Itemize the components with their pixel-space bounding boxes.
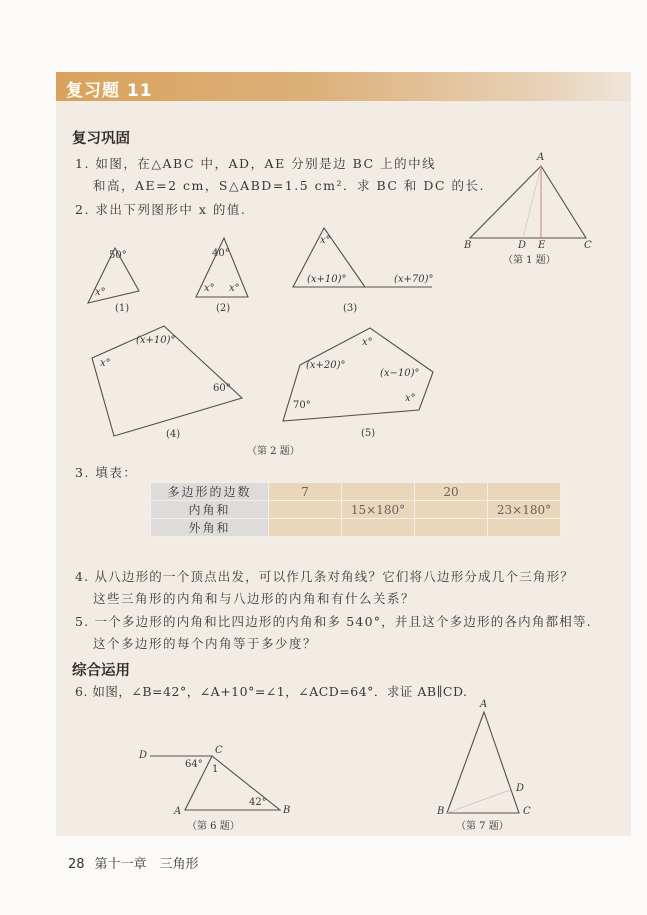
p1-angle-b: x° bbox=[95, 287, 106, 298]
table-cell[interactable] bbox=[342, 483, 415, 501]
fig7-triangle bbox=[447, 712, 519, 813]
p2-angle-a: 40° bbox=[212, 248, 230, 259]
q1-line2: 和高，AE=2 cm，S△ABD=1.5 cm²．求 BC 和 DC 的长. bbox=[93, 178, 485, 193]
row-header: 外角和 bbox=[151, 519, 269, 537]
fig7-label-c: C bbox=[523, 806, 531, 817]
p4-angle-c: 60° bbox=[213, 383, 231, 394]
p1-angle-a: 50° bbox=[109, 250, 127, 261]
p2-caption: (2) bbox=[216, 303, 231, 314]
fig1-label-a: A bbox=[537, 152, 545, 163]
fig6-label-a: A bbox=[174, 806, 182, 817]
p2-angle-c: x° bbox=[229, 283, 240, 294]
fig6-label-c: C bbox=[215, 745, 223, 756]
fig1-triangle bbox=[470, 166, 586, 238]
fig1-label-c: C bbox=[584, 240, 592, 251]
page-title: 复习题 11 bbox=[66, 81, 153, 101]
fill-table bbox=[150, 482, 561, 537]
q1-line1: 1. 如图，在△ABC 中，AD，AE 分别是边 BC 上的中线 bbox=[75, 156, 437, 171]
table-row bbox=[151, 483, 561, 501]
row-header: 多边形的边数 bbox=[151, 483, 269, 501]
fig1-median bbox=[523, 166, 541, 238]
q2-text: 2. 求出下列图形中 x 的值. bbox=[75, 202, 247, 217]
p5-angle-a: x° bbox=[362, 337, 373, 348]
fig6-label-b: B bbox=[283, 805, 291, 816]
q5-line2: 这个多边形的每个内角等于多少度？ bbox=[93, 636, 318, 651]
p4-angle-b: (x+10)° bbox=[136, 335, 176, 346]
table-cell[interactable] bbox=[488, 483, 561, 501]
table-cell[interactable]: 15×180° bbox=[342, 501, 415, 519]
fig7-label-d: D bbox=[516, 783, 525, 794]
p3-angle-b: (x+10)° bbox=[307, 274, 347, 285]
table-row bbox=[151, 501, 561, 519]
fig1-label-e: E bbox=[538, 240, 546, 251]
table-row bbox=[151, 519, 561, 537]
fig2-caption: （第 2 题） bbox=[247, 446, 300, 457]
fig7-caption: （第 7 题） bbox=[456, 821, 509, 832]
page-footer bbox=[68, 853, 199, 872]
p3-caption: (3) bbox=[343, 303, 358, 314]
fig7-label-a: A bbox=[480, 699, 488, 710]
p4-angle-a: x° bbox=[100, 358, 111, 369]
section-apply: 综合运用 bbox=[72, 663, 130, 679]
p3-angle-c: (x+70)° bbox=[394, 274, 434, 285]
fig6-angle-b: 42° bbox=[249, 797, 267, 808]
p5-caption: (5) bbox=[361, 428, 376, 439]
table-cell[interactable] bbox=[415, 501, 488, 519]
q4-line1: 4. 从八边形的一个顶点出发，可以作几条对角线？它们将八边形分成几个三角形？ bbox=[75, 569, 575, 584]
q3-text: 3. 填表： bbox=[75, 465, 138, 480]
fig7-bd bbox=[447, 790, 510, 813]
fig1-label-b: B bbox=[464, 240, 472, 251]
q5-line1: 5. 一个多边形的内角和比四边形的内角和多 540°，并且这个多边形的各内角都相等. bbox=[75, 614, 592, 629]
p4-caption: (4) bbox=[166, 429, 181, 440]
table-cell[interactable]: 20 bbox=[415, 483, 488, 501]
table-cell[interactable] bbox=[342, 519, 415, 537]
table-cell[interactable] bbox=[488, 519, 561, 537]
q6-text: 6. 如图，∠B=42°，∠A+10°=∠1，∠ACD=64°．求证 AB∥CD. bbox=[75, 684, 468, 699]
fig1-label-d: D bbox=[518, 240, 527, 251]
fig7-label-b: B bbox=[437, 806, 445, 817]
chapter-title: 第十一章 三角形 bbox=[94, 857, 199, 872]
p5-angle-b: (x+20)° bbox=[306, 360, 346, 371]
section-review: 复习巩固 bbox=[72, 131, 130, 147]
table-cell[interactable] bbox=[415, 519, 488, 537]
p5-angle-c: (x−10)° bbox=[380, 368, 420, 379]
p1-caption: (1) bbox=[115, 303, 130, 314]
fig6-label-d: D bbox=[139, 750, 148, 761]
p5-angle-d: x° bbox=[405, 393, 416, 404]
table-cell[interactable]: 23×180° bbox=[488, 501, 561, 519]
page-number: 28 bbox=[68, 857, 85, 872]
table-cell[interactable] bbox=[269, 519, 342, 537]
fig1-caption: （第 1 题） bbox=[503, 255, 556, 266]
p3-angle-a: x° bbox=[320, 235, 331, 246]
p5-angle-e: 70° bbox=[293, 400, 311, 411]
table-cell[interactable]: 7 bbox=[269, 483, 342, 501]
q4-line2: 这些三角形的内角和与八边形的内角和有什么关系？ bbox=[93, 591, 416, 606]
fig6-angle-acd: 64° bbox=[185, 759, 203, 770]
table-cell[interactable] bbox=[269, 501, 342, 519]
p2-angle-b: x° bbox=[204, 283, 215, 294]
row-header: 内角和 bbox=[151, 501, 269, 519]
fig6-caption: （第 6 题） bbox=[187, 821, 240, 832]
fig6-angle-1: 1 bbox=[212, 764, 219, 775]
